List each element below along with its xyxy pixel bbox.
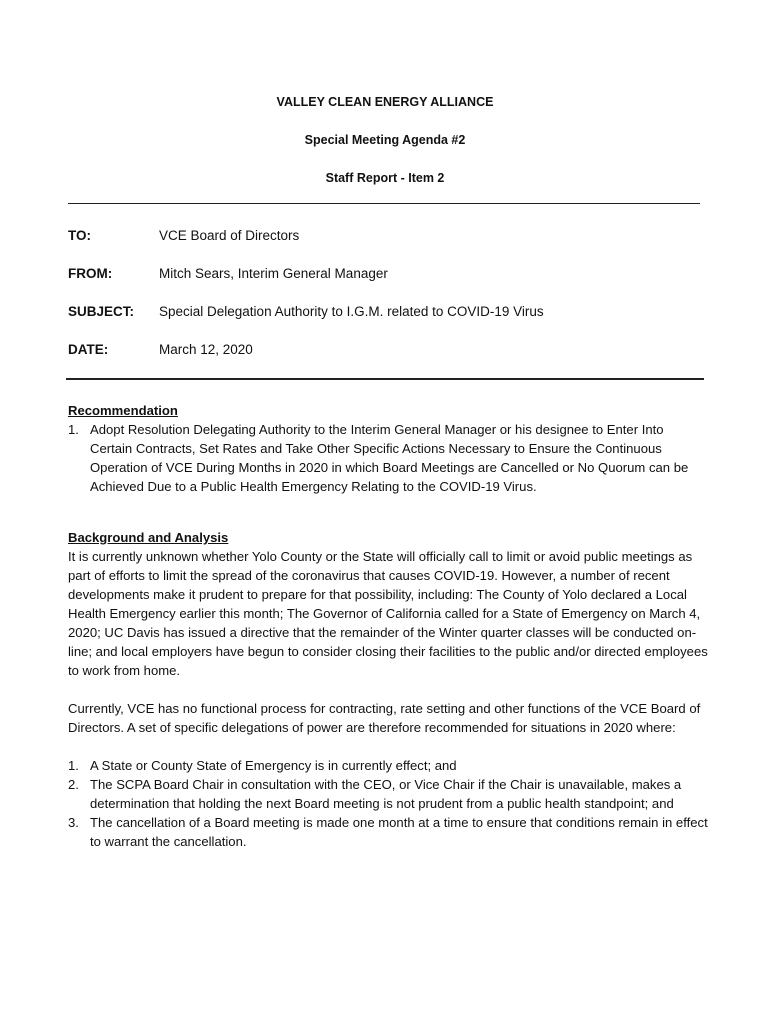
list-item-text: A State or County State of Emergency is in currently effect; and (90, 758, 457, 773)
recommendation-section (68, 401, 708, 496)
list-item-number: 3. (68, 815, 79, 830)
background-section (68, 528, 708, 851)
date-value: March 12, 2020 (159, 342, 253, 357)
from-label: FROM: (68, 266, 113, 281)
list-item-text: The SCPA Board Chair in consultation with the CEO, or Vice Chair if the Chair is unavailable, makes a determination that holding the next Board meeting is not prudent from a public health standpoint; and (90, 777, 682, 811)
to-value: VCE Board of Directors (159, 228, 300, 243)
background-paragraph-1: It is currently unknown whether Yolo County or the State will officially call to limit or avoid public meetings as part of efforts to limit the spread of the coronavirus that causes COVID-19. However, a number of recent developments make it prudent to prepare for that possibility, including: The County of Yolo declared a Local Health Emergency earlier this month; The Governor of California called for a State of Emergency on March 4, 2020; UC Davis has issued a directive that the remainder of the Winter quarter classes will be conducted on-line; and local employers have begun to consider closing their facilities to the public and/or directed employees to work from home. (68, 549, 708, 678)
subject-value: Special Delegation Authority to I.G.M. related to COVID-19 Virus (159, 304, 544, 319)
list-item-text: Adopt Resolution Delegating Authority to the Interim General Manager or his designee to Enter Into Certain Contracts, Set Rates and Take Other Specific Actions Necessary to Ensure the Continuous Operation of VCE During Months in 2020 in which Board Meetings are Cancelled or No Quorum can be Achieved Due to a Public Health Emergency Relating to the COVID-19 Virus. (90, 422, 689, 494)
conditions-list (68, 756, 708, 851)
recommendation-heading: Recommendation (68, 403, 178, 418)
date-label: DATE: (68, 342, 109, 357)
background-paragraph-2: Currently, VCE has no functional process for contracting, rate setting and other functions of the VCE Board of Directors. A set of specific delegations of power are therefore recommended for situations in 2020 where: (68, 701, 701, 735)
list-item (68, 813, 708, 851)
list-item (68, 775, 708, 813)
to-label: TO: (68, 228, 91, 243)
organization-title: VALLEY CLEAN ENERGY ALLIANCE (276, 95, 494, 109)
list-item-text: The cancellation of a Board meeting is made one month at a time to ensure that conditions remain in effect to warrant the cancellation. (90, 815, 708, 849)
recommendation-list (68, 420, 708, 496)
agenda-title: Special Meeting Agenda #2 (304, 133, 466, 147)
background-heading: Background and Analysis (68, 530, 229, 545)
list-item-number: 2. (68, 777, 79, 792)
list-item (68, 756, 708, 775)
list-item (68, 420, 708, 496)
list-item-number: 1. (68, 758, 79, 773)
memo-divider (66, 378, 704, 380)
report-title: Staff Report - Item 2 (325, 171, 445, 185)
list-item-number: 1. (68, 422, 79, 437)
from-value: Mitch Sears, Interim General Manager (159, 266, 388, 281)
header-divider (68, 203, 700, 204)
subject-label: SUBJECT: (68, 304, 135, 319)
